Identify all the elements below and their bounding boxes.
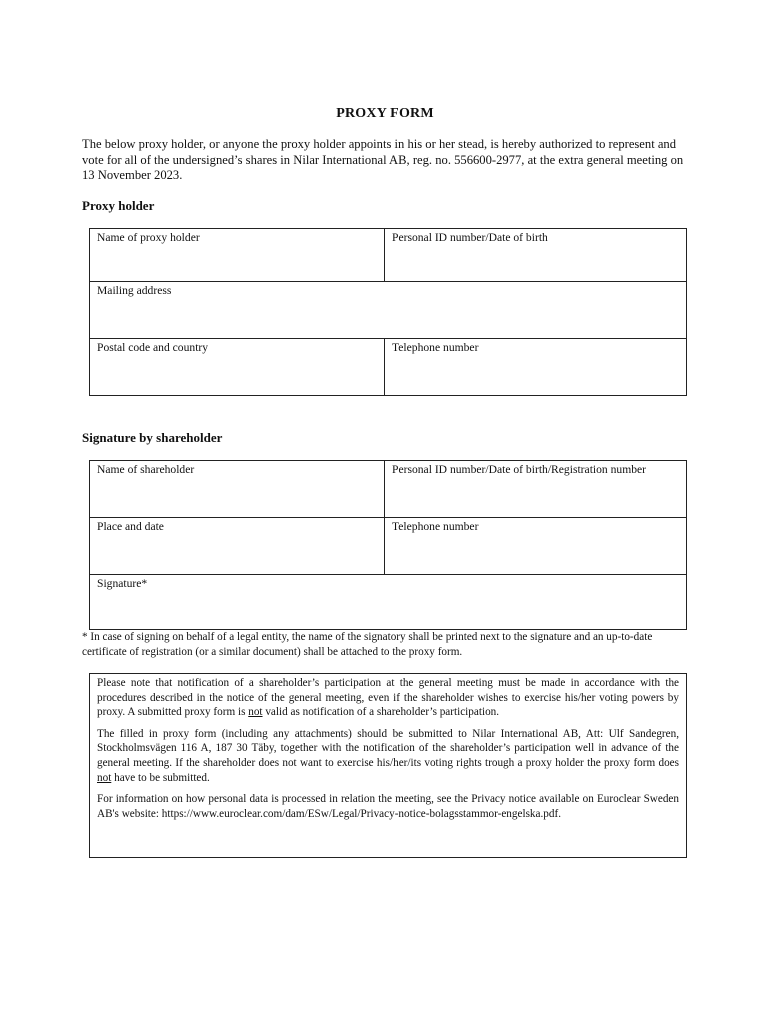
proxy-holder-id-field[interactable] [385, 229, 687, 282]
emphasis-not: not [97, 771, 112, 784]
field-label: Signature* [97, 577, 148, 590]
signature-footnote: * In case of signing on behalf of a legal entity, the name of the signatory shall be printed next to the signature and an up-to-date certificate of registration (or a similar document) shall be attached to the proxy form. [82, 631, 653, 658]
shareholder-phone-field[interactable] [385, 518, 687, 575]
field-label: Mailing address [97, 284, 172, 297]
shareholder-signature-field[interactable] [90, 575, 687, 630]
field-label: Name of shareholder [97, 463, 195, 476]
notice-paragraph-2: The filled in proxy form (including any attachments) should be submitted to Nilar International AB, Att: Ulf Sandegren, Stockholmsvägen 116 A, 187 30 Täby, together with the notification of the shareholder’s participation well in advance of the general meeting. If the shareholder does not want to exercise his/her/its voting rights trough a proxy holder the proxy form does not have to be submitted. [97, 727, 679, 784]
proxy-holder-table [89, 228, 687, 396]
field-label: Telephone number [392, 341, 479, 354]
shareholder-heading: Signature by shareholder [82, 430, 223, 445]
shareholder-id-field[interactable] [385, 461, 687, 518]
field-label: Telephone number [392, 520, 479, 533]
notice-box [89, 673, 687, 858]
page-title: PROXY FORM [336, 106, 434, 121]
proxy-holder-postal-field[interactable] [90, 339, 385, 396]
notice-paragraph-1: Please note that notification of a shareholder’s participation at the general meeting must be made in accordance with the procedures described in the notice of the general meeting, even if the shareholder wishes to exercise his/her voting powers by proxy. A submitted proxy form is not valid as notification of a shareholder’s participation. [97, 677, 679, 719]
proxy-holder-phone-field[interactable] [385, 339, 687, 396]
notice-paragraph-3: For information on how personal data is processed in relation the meeting, see the Privacy notice available on Euroclear Sweden AB's website: https://www.euroclear.com/dam/ESw/Legal/Privacy-notice-bolagsstammor-engelska.pdf. [97, 793, 679, 820]
shareholder-name-field[interactable] [90, 461, 385, 518]
shareholder-place-date-field[interactable] [90, 518, 385, 575]
field-label: Name of proxy holder [97, 231, 200, 244]
field-label: Postal code and country [97, 341, 209, 354]
field-label: Personal ID number/Date of birth/Registration number [392, 463, 647, 476]
field-label: Personal ID number/Date of birth [392, 231, 548, 244]
proxy-holder-name-field[interactable] [90, 229, 385, 282]
intro-paragraph: The below proxy holder, or anyone the proxy holder appoints in his or her stead, is hereby authorized to represent and vote for all of the undersigned’s shares in Nilar International AB, reg. no. 556600-2977, at the extra general meeting on 13 November 2023. [82, 137, 684, 182]
proxy-holder-address-field[interactable] [90, 282, 687, 339]
field-label: Place and date [97, 520, 164, 533]
proxy-holder-heading: Proxy holder [82, 198, 155, 213]
shareholder-table [89, 460, 687, 630]
emphasis-not: not [248, 706, 263, 719]
